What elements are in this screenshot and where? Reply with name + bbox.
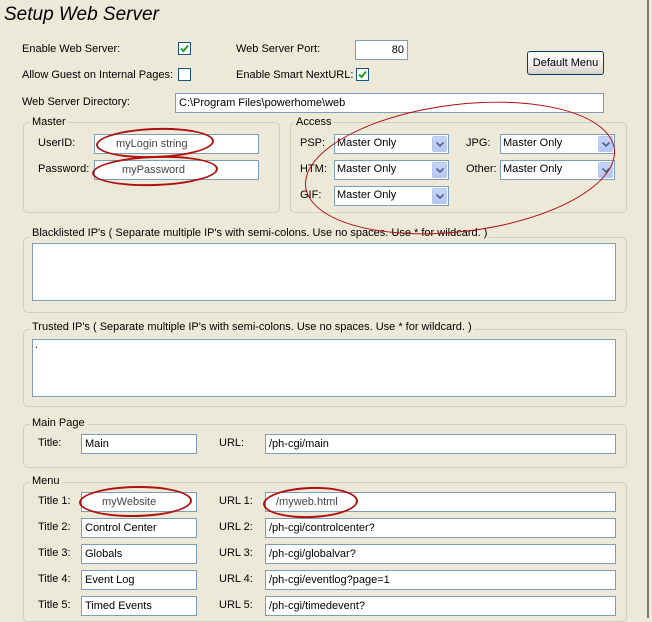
enable-web-server-checkbox[interactable] (178, 42, 191, 55)
other-label: Other: (466, 163, 497, 175)
gif-select[interactable] (334, 186, 449, 206)
smart-nexturl-label: Enable Smart NextURL: (236, 69, 354, 81)
jpg-select[interactable] (500, 134, 615, 154)
main-url-input[interactable]: /ph-cgi/main (265, 434, 616, 454)
blacklist-group-label: Blacklisted IP's ( Separate multiple IP's with semi-colons. Use no spaces. Use * for wildcard. ) (32, 227, 488, 239)
userid-input[interactable]: myLogin string (94, 134, 259, 154)
menu-url-label-5: URL 5: (219, 599, 253, 611)
menu-url-input-3[interactable]: /ph-cgi/globalvar? (265, 544, 616, 564)
jpg-label: JPG: (466, 137, 491, 149)
chevron-down-icon[interactable] (432, 188, 447, 204)
other-select-value: Master Only (503, 163, 563, 175)
htm-select-value: Master Only (337, 163, 397, 175)
checkmark-icon (358, 70, 367, 79)
menu-group-label: Menu (32, 475, 60, 487)
chevron-down-icon[interactable] (432, 162, 447, 178)
default-menu-button[interactable]: Default Menu (527, 51, 604, 75)
access-group-label: Access (296, 116, 332, 128)
main-title-input[interactable]: Main (81, 434, 197, 454)
menu-title-label-1: Title 1: (38, 495, 71, 507)
chevron-down-icon[interactable] (598, 136, 613, 152)
menu-url-input-2[interactable]: /ph-cgi/controlcenter? (265, 518, 616, 538)
chevron-down-icon[interactable] (432, 136, 447, 152)
menu-url-label-3: URL 3: (219, 547, 253, 559)
smart-nexturl-checkbox[interactable] (356, 68, 369, 81)
menu-title-input-5[interactable]: Timed Events (81, 596, 197, 616)
menu-title-input-1[interactable]: myWebsite (81, 492, 197, 512)
userid-label: UserID: (38, 137, 76, 149)
gif-select-value: Master Only (337, 189, 397, 201)
trusted-group-label: Trusted IP's ( Separate multiple IP's with semi-colons. Use no spaces. Use * for wildcard. ) (32, 321, 472, 333)
menu-url-input-5[interactable]: /ph-cgi/timedevent? (265, 596, 616, 616)
menu-url-label-4: URL 4: (219, 573, 253, 585)
menu-title-input-3[interactable]: Globals (81, 544, 197, 564)
menu-title-label-3: Title 3: (38, 547, 71, 559)
menu-url-label-2: URL 2: (219, 521, 253, 533)
menu-url-input-4[interactable]: /ph-cgi/eventlog?page=1 (265, 570, 616, 590)
master-group-label: Master (32, 116, 66, 128)
psp-label: PSP: (300, 137, 326, 149)
password-label: Password: (38, 163, 90, 175)
psp-select[interactable] (334, 134, 449, 154)
web-server-port-input[interactable]: 80 (355, 40, 408, 60)
psp-select-value: Master Only (337, 137, 397, 149)
menu-title-input-2[interactable]: Control Center (81, 518, 197, 538)
menu-url-label-1: URL 1: (219, 495, 253, 507)
menu-url-input-1[interactable]: /myweb.html (265, 492, 616, 512)
page-title: Setup Web Server (4, 4, 159, 25)
menu-title-label-2: Title 2: (38, 521, 71, 533)
jpg-select-value: Master Only (503, 137, 563, 149)
web-server-directory-input[interactable]: C:\Program Files\powerhome\web (175, 93, 604, 113)
main-title-label: Title: (38, 437, 62, 449)
checkmark-icon (180, 44, 189, 53)
blacklist-textarea[interactable] (32, 243, 616, 301)
enable-web-server-label: Enable Web Server: (22, 43, 121, 55)
menu-title-label-5: Title 5: (38, 599, 71, 611)
allow-guest-label: Allow Guest on Internal Pages: (22, 69, 174, 81)
web-server-directory-label: Web Server Directory: (22, 96, 130, 108)
main-page-group-label: Main Page (32, 417, 85, 429)
htm-label: HTM: (300, 163, 327, 175)
other-select[interactable] (500, 160, 615, 180)
password-input[interactable]: myPassword (94, 160, 259, 180)
chevron-down-icon[interactable] (598, 162, 613, 178)
trusted-textarea[interactable]: . (32, 339, 616, 397)
menu-title-input-4[interactable]: Event Log (81, 570, 197, 590)
gif-label: GIF: (300, 189, 322, 201)
main-url-label: URL: (219, 437, 245, 449)
web-server-port-label: Web Server Port: (236, 43, 321, 55)
htm-select[interactable] (334, 160, 449, 180)
allow-guest-checkbox[interactable] (178, 68, 191, 81)
menu-title-label-4: Title 4: (38, 573, 71, 585)
